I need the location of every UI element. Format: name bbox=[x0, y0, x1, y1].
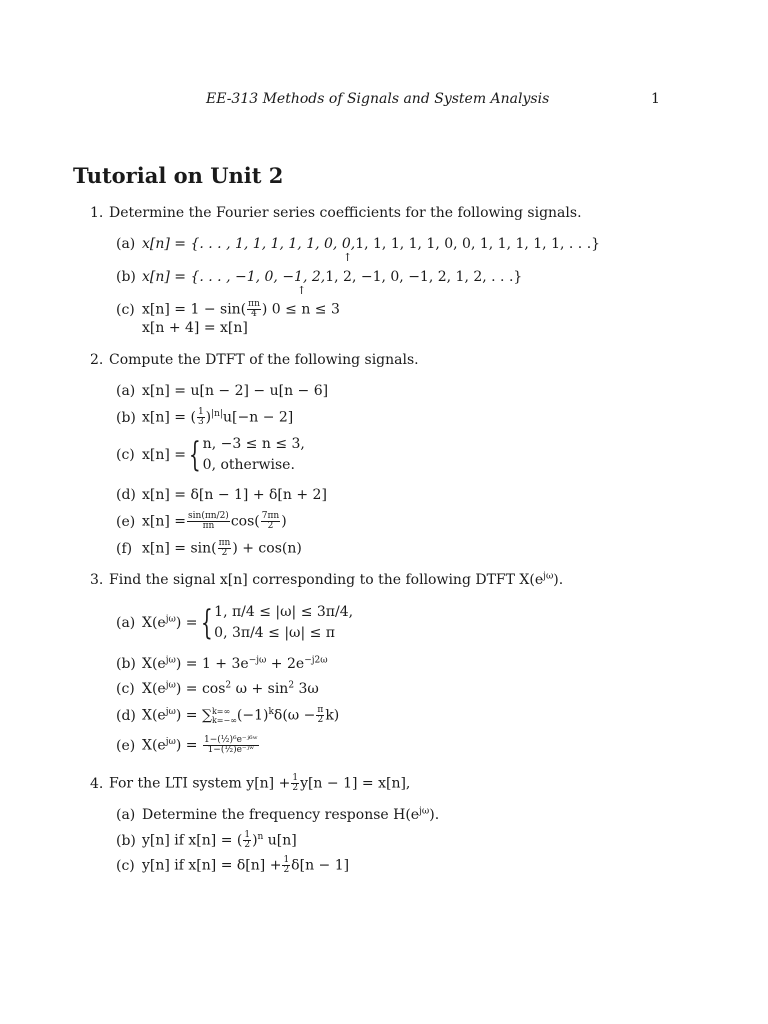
question-1 bbox=[90, 205, 582, 221]
question-text: Find the signal x[n] corresponding to the following DTFT X(e bbox=[109, 572, 544, 588]
part-label: (a) bbox=[116, 383, 136, 399]
math-expr: x[n] = sin( bbox=[142, 540, 217, 557]
fraction: $\frac{1}{2}$ bbox=[292, 773, 299, 793]
question-2 bbox=[90, 352, 419, 368]
page-number: 1 bbox=[651, 91, 660, 107]
math-expr: u[−n − 2] bbox=[223, 409, 294, 426]
math-expr: , 1, 1, 1, 1, 0, 0, 1, 1, 1, 1, 1, . . .} bbox=[364, 236, 601, 252]
math-expr: x[n] = 1 − sin( bbox=[142, 301, 247, 318]
q1-part-b bbox=[116, 269, 522, 285]
left-brace: { bbox=[200, 603, 213, 643]
q2-part-a bbox=[116, 383, 328, 399]
q4-part-c: (c) y[n] if x[n] = δ[n] + $\frac{1}{2}$ δ[n − 1] bbox=[116, 855, 350, 875]
origin-arrow-icon: ↑ bbox=[297, 284, 307, 297]
origin-marked-value: 1 bbox=[325, 269, 335, 285]
math-expr: x[n] = bbox=[142, 513, 187, 530]
part-label: (c) bbox=[116, 857, 135, 874]
fraction: $\frac{7\pi n}{2}$ bbox=[261, 511, 280, 531]
q2-part-c bbox=[116, 434, 305, 476]
q3-part-b: (b) $X(e^{j\omega}) = 1 + 3e^{-j\omega} + 2e^{-j2\omega}$ bbox=[116, 655, 328, 672]
part-label: (b) bbox=[116, 832, 136, 849]
part-label: (a) bbox=[116, 615, 136, 631]
part-label: (d) bbox=[116, 707, 136, 724]
question-number: 1. bbox=[90, 205, 104, 221]
sum-limits: k=∞ k=−∞ bbox=[211, 706, 237, 725]
fraction: $\frac{\pi n}{4}$ bbox=[248, 299, 260, 319]
math-expr: ) 0 ≤ n ≤ 3 bbox=[261, 301, 340, 318]
math-expr: x[n] = {. . . , 1, 1, 1, 1, 1, 0, 0, bbox=[142, 236, 356, 252]
fraction: $\frac{1}{3}$ bbox=[197, 407, 204, 427]
q3-part-e: (e) $X(e^{j\omega})$ = $\frac{\text{1−(½)⁶e⁻ʲ⁶ʷ}}{\text{1−(½)e⁻ʲʷ}}$ bbox=[116, 735, 258, 755]
q3-part-a: (a) $X(e^{j\omega})$ ={ 1, π/4 ≤ |ω| ≤ 3π/4, 0, 3π/4 ≤ |ω| ≤ π bbox=[116, 603, 354, 643]
cases: n, −3 ≤ n ≤ 3, 0, otherwise. bbox=[202, 436, 305, 473]
q2-part-d bbox=[116, 487, 327, 503]
cases: 1, π/4 ≤ |ω| ≤ 3π/4, 0, 3π/4 ≤ |ω| ≤ π bbox=[214, 604, 354, 641]
math-expr: x[n] = {. . . , −1, 0, −1, 2, bbox=[142, 269, 326, 285]
question-number: 3. bbox=[90, 572, 104, 588]
fraction: $\frac{\text{1−(½)⁶e⁻ʲ⁶ʷ}}{\text{1−(½)e⁻ʲʷ}}$ bbox=[203, 735, 258, 755]
part-label: (d) bbox=[116, 487, 136, 503]
part-label: (c) bbox=[116, 447, 135, 463]
math-expr: x[n] = ( bbox=[142, 409, 196, 426]
part-label: (a) bbox=[116, 807, 136, 823]
fraction: $\frac{1}{2}$ bbox=[244, 830, 251, 850]
question-number: 2. bbox=[90, 352, 104, 368]
fraction: $\frac{\sin(\pi n/2)}{\pi n}$ bbox=[188, 511, 229, 531]
left-brace: { bbox=[188, 435, 201, 475]
part-label: (b) bbox=[116, 409, 136, 426]
part-label: (e) bbox=[116, 513, 136, 530]
origin-arrow-icon: ↑ bbox=[343, 251, 353, 264]
origin-marked-value: 1 bbox=[355, 236, 365, 252]
question-text: Compute the DTFT of the following signals. bbox=[109, 352, 419, 368]
part-label: (c) bbox=[116, 301, 135, 318]
question-3: 3. Find the signal x[n] corresponding to the following DTFT $X(e^{j\omega})$. bbox=[90, 571, 564, 588]
question-text: Determine the Fourier series coefficients for the following signals. bbox=[109, 205, 582, 221]
question-4: 4. For the LTI system y[n] + $\frac{1}{2}$ y[n − 1] = x[n], bbox=[90, 773, 411, 793]
math-expr: x[n] = u[n − 2] − u[n − 6] bbox=[142, 383, 329, 399]
page-header bbox=[0, 91, 768, 111]
q1-part-c bbox=[116, 300, 340, 319]
part-label: (b) bbox=[116, 269, 136, 285]
part-label: (e) bbox=[116, 737, 136, 754]
part-label: (c) bbox=[116, 681, 135, 697]
q3-part-c: (c) $X(e^{j\omega}) = \cos^2 \omega + \sin^2 3\omega$ bbox=[116, 680, 319, 697]
q1-part-c-line2: x[n + 4] = x[n] bbox=[142, 320, 248, 336]
header-title: EE-313 Methods of Signals and System Analysis bbox=[206, 91, 550, 107]
question-number: 4. bbox=[90, 775, 104, 792]
part-label: (b) bbox=[116, 656, 136, 672]
math-expr: x[n] = bbox=[142, 447, 187, 463]
fraction: $\frac{1}{2}$ bbox=[283, 855, 290, 875]
q2-part-f bbox=[116, 539, 302, 558]
part-label: (a) bbox=[116, 236, 136, 252]
q2-part-e: (e) x[n] = $\frac{\sin(\pi n/2)}{\pi n}$ cos( $\frac{7\pi n}{2}$ ) bbox=[116, 511, 287, 531]
page-title: Tutorial on Unit 2 bbox=[73, 163, 284, 188]
q2-part-b: (b) x[n] = ( $\frac{1}{3}$ )$^{|n|}$u[−n − 2] bbox=[116, 407, 294, 427]
math-expr: ) + cos(n) bbox=[232, 540, 302, 557]
fraction: $\frac{\pi n}{2}$ bbox=[218, 538, 231, 558]
q3-part-d: (d) $X(e^{j\omega})$ = ∑ k=∞ k=−∞ $(-1)^k\delta(\omega$ − $\frac{\pi}{2}$ k) bbox=[116, 705, 340, 725]
q1-part-a bbox=[116, 236, 600, 252]
math-expr: x[n] = δ[n − 1] + δ[n + 2] bbox=[142, 487, 327, 503]
fraction: $\frac{\pi}{2}$ bbox=[317, 705, 324, 725]
exponent: |n| bbox=[211, 408, 224, 419]
q4-part-a: (a) Determine the frequency response $H(e^{j\omega})$. bbox=[116, 806, 440, 823]
math-expr: , 2, −1, 0, −1, 2, 1, 2, . . .} bbox=[334, 269, 523, 285]
part-label: (f) bbox=[116, 540, 133, 557]
q4-part-b: (b) y[n] if x[n] = ( $\frac{1}{2}$ )$^n$ u[n] bbox=[116, 830, 297, 850]
